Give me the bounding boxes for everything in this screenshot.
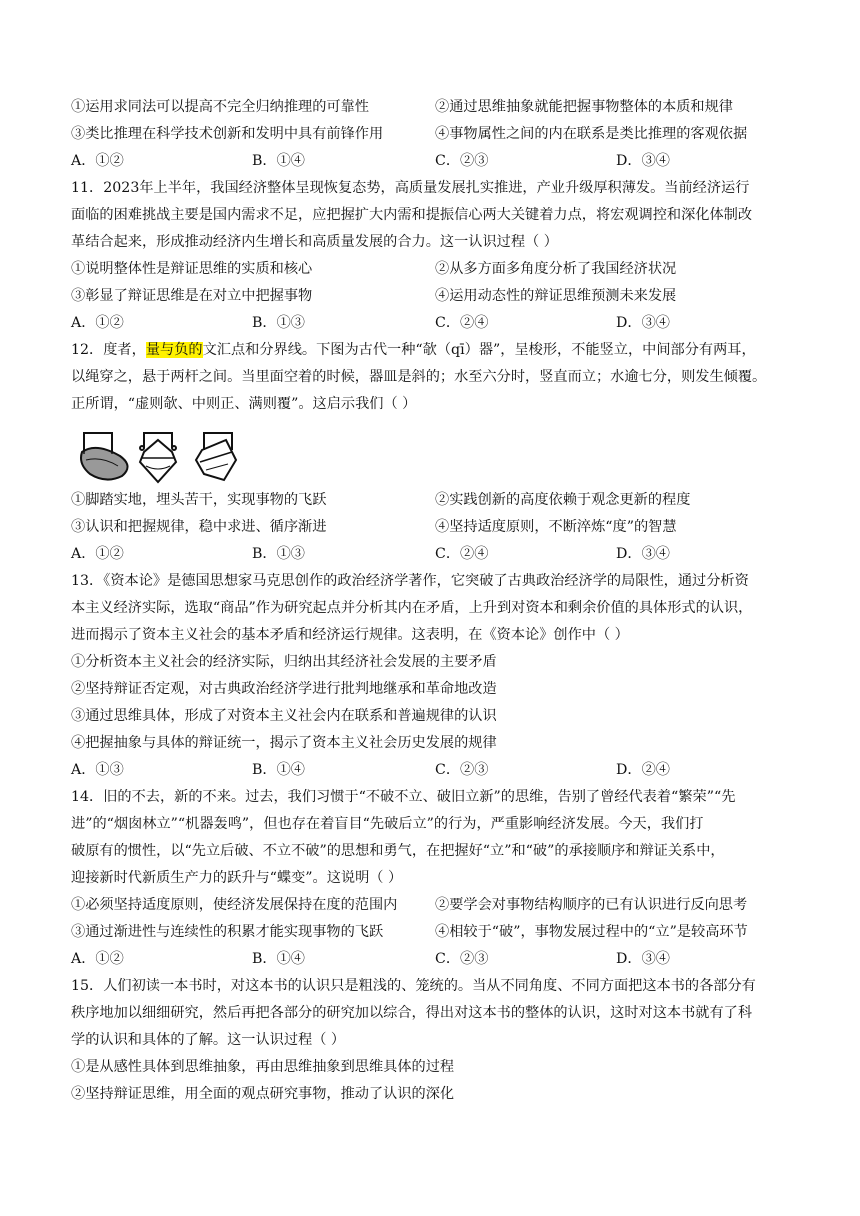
- q11-choice-d: D．③④: [616, 315, 670, 331]
- q10-choices: [71, 151, 793, 171]
- q12-option-2: ②实践创新的高度依赖于观念更新的程度: [435, 492, 691, 508]
- q14-option-2: ②要学会对事物结构顺序的已有认识进行反向思考: [435, 897, 748, 913]
- q12-choices: [71, 544, 793, 564]
- q11-choice-c: C．②④: [435, 315, 489, 331]
- q12-stem-line-3: 正所谓，“虚则欹、中则正、满则覆”。这启示我们（ ）: [71, 396, 417, 412]
- q14-stem-line-4: 迎接新时代新质生产力的跃升与“蝶变”。这说明（ ）: [71, 870, 403, 886]
- q14-stem-line-3: 破原有的惯性，以“先立后破、不立不破”的思想和勇气，在把握好“立”和“破”的承接顺序和辩证关系中，: [71, 843, 725, 859]
- q13-choice-b: B．①④: [252, 762, 305, 778]
- q11-row-1: [71, 259, 793, 279]
- vessel-upright-half: [140, 432, 176, 482]
- q10-option-3: ③类比推理在科学技术创新和发明中具有前锋作用: [71, 126, 384, 142]
- q14-stem-line-2: 进”的“烟囱林立”“机器轰鸣”，但也存在着盲目“先破后立”的行为，严重影响经济发展。今天，我们打: [71, 816, 704, 832]
- q14-option-4: ④相较于“破”，事物发展过程中的“立”是较高环节: [435, 924, 748, 940]
- q11-stem-line-2: 面临的困难挑战主要是国内需求不足，应把握扩大内需和提振信心两大关键着力点，将宏观调控和深化体制改: [71, 207, 753, 223]
- q12-highlighted-text: 量与负的: [145, 342, 203, 358]
- q14-choice-a: A．①②: [71, 951, 124, 967]
- q12-row-2: [71, 517, 793, 537]
- q12-choice-d: D．③④: [616, 546, 670, 562]
- q11-choices: [71, 313, 793, 333]
- q11-option-4: ④运用动态性的辩证思维预测未来发展: [435, 288, 677, 304]
- q10-choice-a: A．①②: [71, 153, 124, 169]
- q10-option-1: ①运用求同法可以提高不完全归纳推理的可靠性: [71, 99, 369, 115]
- q14-option-3: ③通过渐进性与连续性的积累才能实现事物的飞跃: [71, 924, 384, 940]
- q14-row-1: [71, 895, 793, 915]
- q12-stem-line-2: 以绳穿之，悬于两杆之间。当里面空着的时候，器皿是斜的；水至六分时，竖直而立；水逾七分，则发生倾覆。: [71, 369, 767, 385]
- q13-option-4: ④把握抽象与具体的辩证统一，揭示了资本主义社会历史发展的规律: [71, 735, 497, 751]
- q11-row-2: [71, 286, 793, 306]
- q14-choice-b: B．①④: [252, 951, 305, 967]
- q13-option-2: ②坚持辩证否定观，对古典政治经济学进行批判地继承和革命地改造: [71, 681, 497, 697]
- q10-option-2: ②通过思维抽象就能把握事物整体的本质和规律: [435, 99, 733, 115]
- q10-choice-b: B．①④: [252, 153, 305, 169]
- q13-choice-c: C．②③: [435, 762, 489, 778]
- q13-choice-d: D．②④: [616, 762, 670, 778]
- q13-choice-a: A．①③: [71, 762, 124, 778]
- q11-option-1: ①说明整体性是辩证思维的实质和核心: [71, 261, 313, 277]
- q15-option-1: ①是从感性具体到思维抽象，再由思维抽象到思维具体的过程: [71, 1059, 455, 1075]
- q13-choices: [71, 760, 793, 780]
- q11-choice-b: B．①③: [252, 315, 305, 331]
- q11-stem-line-1: 11．2023年上半年，我国经济整体呈现恢复态势，高质量发展扎实推进，产业升级厚积薄发。当前经济运行: [71, 180, 750, 196]
- q12-option-4: ④坚持适度原则，不断淬炼“度”的智慧: [435, 519, 677, 535]
- q11-choice-a: A．①②: [71, 315, 124, 331]
- q14-stem-line-1: 14．旧的不去，新的不来。过去，我们习惯于“不破不立、破旧立新”的思维，告别了曾经代表着“繁荣”“先: [71, 789, 736, 805]
- q15-stem-line-1: 15．人们初读一本书时，对这本书的认识只是粗浅的、笼统的。当从不同角度、不同方面把这本书的各部分有: [71, 978, 756, 994]
- q12-row-1: [71, 490, 793, 510]
- q10-row-2: [71, 124, 793, 144]
- q14-choice-d: D．③④: [616, 951, 670, 967]
- q15-option-2: ②坚持辩证思维，用全面的观点研究事物，推动了认识的深化: [71, 1086, 455, 1102]
- q13-stem-line-3: 进而揭示了资本主义社会的基本矛盾和经济运行规律。这表明，在《资本论》创作中（ ）: [71, 627, 629, 643]
- q13-stem-line-1: 13．《资本论》是德国思想家马克思创作的政治经济学著作，它突破了古典政治经济学的局限性，通过分析资: [71, 573, 749, 589]
- q14-choice-c: C．②③: [435, 951, 489, 967]
- q12-stem-prefix: 12．度者，: [71, 342, 146, 358]
- q12-stem-suffix: 文汇点和分界线。下图为古代一种“欹（qī）器”，呈梭形，不能竖立，中间部分有两耳，: [202, 342, 756, 358]
- vessel-tilted-empty: [81, 432, 128, 480]
- q14-choices: [71, 949, 793, 969]
- q11-option-3: ③彰显了辩证思维是在对立中把握事物: [71, 288, 313, 304]
- q10-option-4: ④事物属性之间的内在联系是类比推理的客观依据: [435, 126, 748, 142]
- vessel-overturned-full: [196, 432, 236, 480]
- qi-vessel-illustration: [76, 430, 246, 485]
- q10-choice-c: C．②③: [435, 153, 489, 169]
- q10-choice-d: D．③④: [616, 153, 670, 169]
- q12-choice-c: C．②④: [435, 546, 489, 562]
- q12-option-1: ①脚踏实地，埋头苦干，实现事物的飞跃: [71, 492, 327, 508]
- q15-stem-line-2: 秩序地加以细细研究，然后再把各部分的研究加以综合，得出对这本书的整体的认识，这时对这本书就有了科: [71, 1005, 753, 1021]
- q13-option-3: ③通过思维具体，形成了对资本主义社会内在联系和普遍规律的认识: [71, 708, 497, 724]
- q15-stem-line-3: 学的认识和具体的了解。这一认识过程（ ）: [71, 1032, 346, 1048]
- q13-stem-line-2: 本主义经济实际，选取“商品”作为研究起点并分析其内在矛盾，上升到对资本和剩余价值的具体形式的认识，: [71, 600, 753, 616]
- q12-choice-a: A．①②: [71, 546, 124, 562]
- q12-stem-line-1: [71, 340, 793, 360]
- q14-option-1: ①必须坚持适度原则，使经济发展保持在度的范围内: [71, 897, 398, 913]
- q12-option-3: ③认识和把握规律，稳中求进、循序渐进: [71, 519, 327, 535]
- q11-stem-line-3: 革结合起来，形成推动经济内生增长和高质量发展的合力。这一认识过程（ ）: [71, 234, 558, 250]
- q11-option-2: ②从多方面多角度分析了我国经济状况: [435, 261, 677, 277]
- q12-choice-b: B．①③: [252, 546, 305, 562]
- q14-row-2: [71, 922, 793, 942]
- q13-option-1: ①分析资本主义社会的经济实际，归纳出其经济社会发展的主要矛盾: [71, 654, 497, 670]
- q10-row-1: [71, 97, 793, 117]
